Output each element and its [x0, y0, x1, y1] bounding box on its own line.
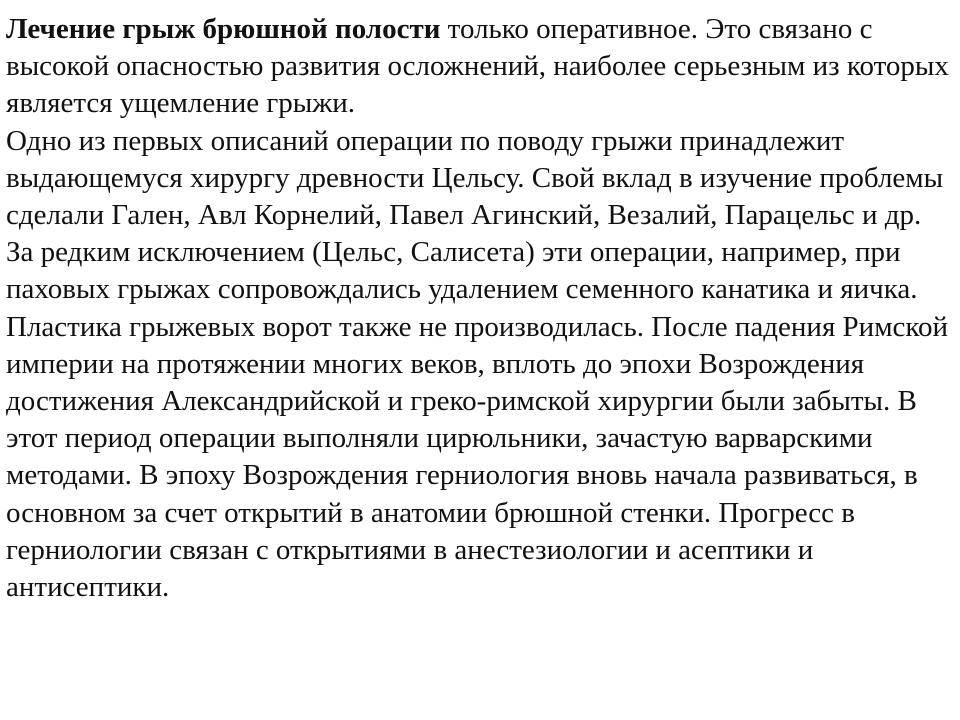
paragraph-history: Одно из первых описаний операции по поводу грыжи принадлежит выдающемуся хирургу древности Цельсу. Свой вклад в изучение проблемы сделали Гален, Авл Корнелий, Павел Агинский, Везалий, Парацельс и др. За редким исключением (Цельс, Салисета) эти операции, например, при паховых грыжах сопровождались удалением семенного канатика и яичка. Пластика грыжевых ворот также не производилась. После падения Римской империи на протяжении многих веков, вплоть до эпохи Возрождения достижения Александрийской и греко-римской хирургии были забыты. В этот период операции выполняли цирюльники, зачастую варварскими методами. В эпоху Возрождения герниология вновь начала развиваться, в основном за счет открытий в анатомии брюшной стенки. Прогресс в герниологии связан с открытиями в анестезиологии и асептики и антисептики. [6, 124, 949, 604]
slide-text-block [6, 11, 951, 606]
paragraph-1-rest: только оперативное. Это связано с высокой опасностью развития осложнений, наиболее серьезным из которых является ущемление грыжи. [6, 13, 949, 120]
lead-bold-phrase: Лечение грыж брюшной полости [6, 13, 441, 45]
paragraph-hernia-treatment [6, 11, 951, 123]
